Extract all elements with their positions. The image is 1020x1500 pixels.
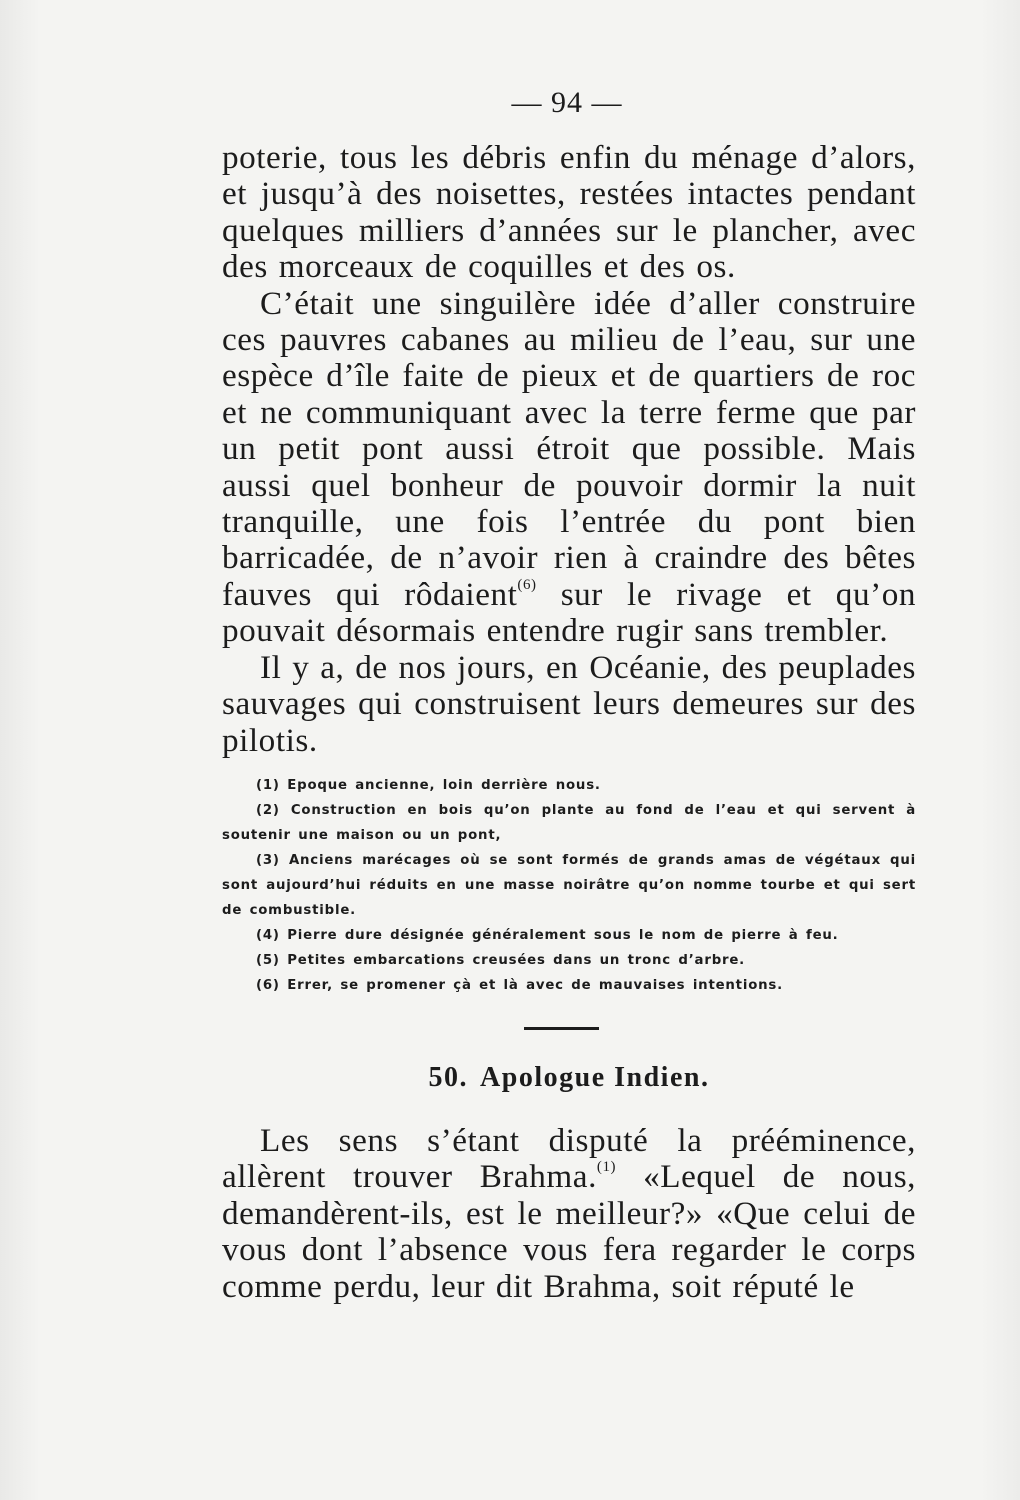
footnote-3 (222, 848, 916, 923)
section-title: Apologue Indien. (480, 1062, 710, 1093)
footnotes (222, 773, 916, 998)
section-paragraph-text: Les sens s’étant disputé la prééminence, allèrent trouver Brahma. (222, 1122, 916, 1196)
section-divider (524, 1027, 599, 1030)
footnote-marker: (6) (256, 978, 280, 993)
footnote-marker: (1) (256, 778, 280, 793)
footnote-text: Anciens marécages où se sont formés de grands amas de végétaux qui sont aujourd’hui réduits en une masse noirâtre qu’on nomme tourbe et qui sert de combustible. (222, 853, 916, 918)
section-paragraph-1 (222, 1123, 916, 1305)
footnote-text: Petites embarcations creusées dans un tronc d’arbre. (287, 953, 746, 968)
paragraph-3: Il y a, de nos jours, en Océanie, des peuplades sauvages qui construisent leurs demeures sur des pilotis. (222, 648, 916, 759)
paragraph-2 (222, 286, 916, 650)
section-text (222, 1123, 916, 1305)
footnote-marker: (4) (256, 928, 280, 943)
footnote-ref-1: (1) (596, 1159, 617, 1176)
footnote-2 (222, 798, 916, 848)
footnote-text: Pierre dure désignée généralement sous le nom de pierre à feu. (287, 928, 839, 943)
footnote-5 (222, 948, 916, 973)
section-number: 50. (428, 1062, 469, 1093)
footnote-text: Errer, se promener çà et là avec de mauvaises intentions. (287, 978, 783, 993)
footnote-text: Epoque ancienne, loin derrière nous. (287, 778, 601, 793)
footnote-ref-6: (6) (517, 576, 537, 593)
section-paragraph-text-end: «Lequel de nous, demandèrent-ils, est le meilleur?» «Que celui de vous dont l’absence vous fera regarder le corps comme perdu, leur dit Brahma, soit réputé le (222, 1158, 917, 1305)
footnote-marker: (5) (256, 953, 280, 968)
page-number: — 94 — (511, 86, 623, 119)
section-heading (222, 1062, 916, 1094)
footnote-4 (222, 923, 916, 948)
footnote-marker: (3) (256, 853, 280, 868)
footnote-text: Construction en bois qu’on plante au fond de l’eau et qui servent à soutenir une maison ou un pont, (222, 803, 916, 843)
footnote-6 (222, 973, 916, 998)
paragraph-2-text-end: sur le rivage et qu’on pouvait désormais entendre rugir sans trembler. (222, 575, 916, 650)
footnote-1 (222, 773, 916, 798)
paragraph-1: poterie, tous les débris enfin du ménage d’alors, et jusqu’à des noisettes, restées intactes pendant quelques milliers d’années sur le plancher, avec des morceaux de coquilles et des os. (222, 139, 916, 286)
footnote-marker: (2) (256, 803, 280, 818)
paragraph-2-text: C’était une singuilère idée d’aller construire ces pauvres cabanes au milieu de l’eau, sur une espèce d’île faite de pieux et de quartiers de roc et ne communiquant avec la terre ferme que par un petit pont aussi étroit que possible. Mais aussi quel bonheur de pouvoir dormir la nuit tranquille, une fois l’entrée du pont bien barricadée, de n’avoir rien à craindre des bêtes fauves qui rôdaient (222, 284, 916, 613)
main-text (222, 140, 916, 759)
